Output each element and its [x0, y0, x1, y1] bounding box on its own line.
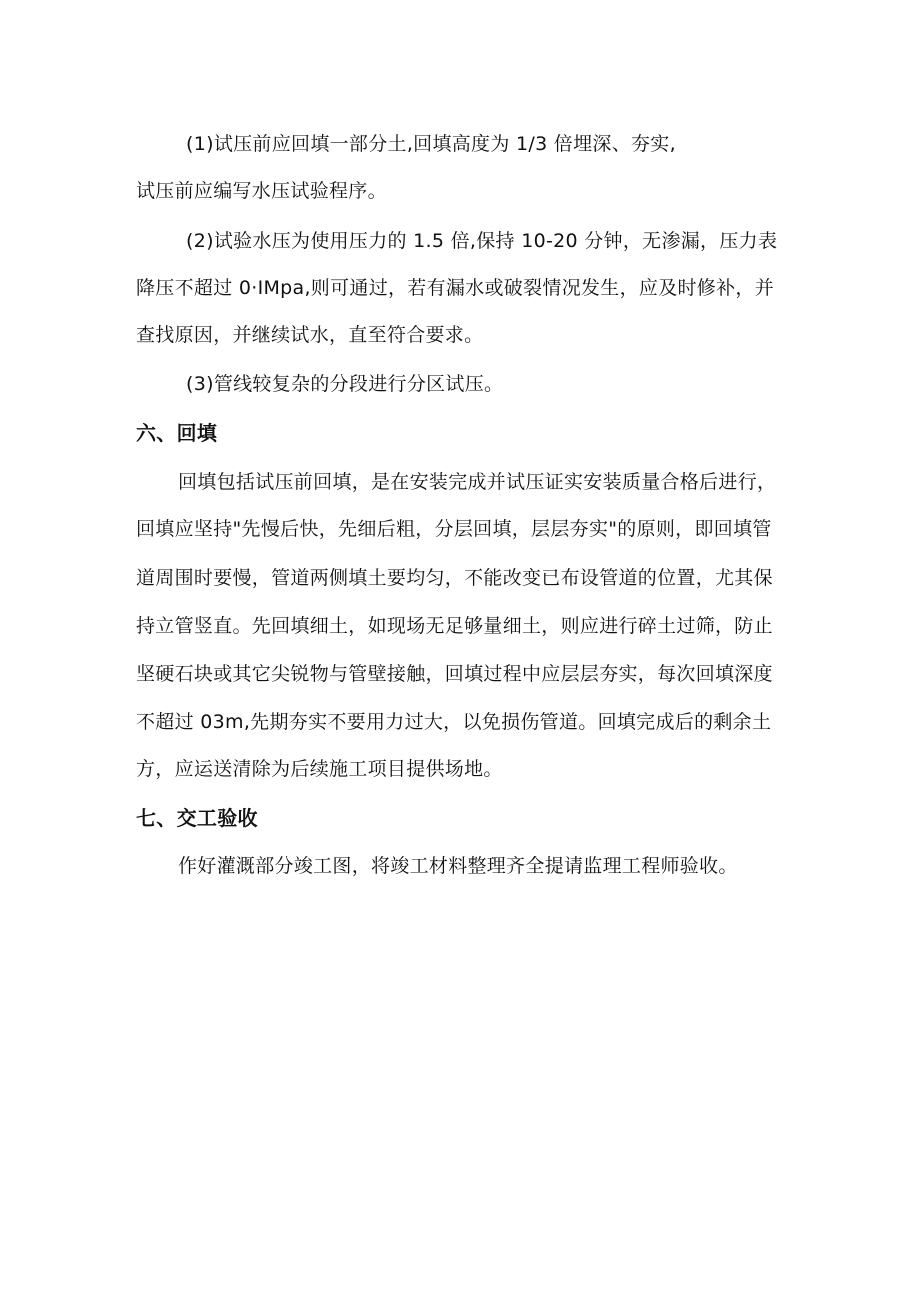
- paragraph-5-line-1: 作好灌溉部分竣工图，将竣工材料整理齐全提请监理工程师验收。: [178, 855, 738, 877]
- paragraph-4-line-4: 持立管竖直。先回填细土，如现场无足够量细土，则应进行碎土过筛，防止: [136, 615, 773, 637]
- paragraph-3-line-1: (3)管线较复杂的分段进行分区试压。: [186, 373, 504, 395]
- paragraph-2-line-2: 降压不超过 0·IMpa,则可通过，若有漏水或破裂情况发生，应及时修补，并: [136, 277, 775, 299]
- paragraph-4-line-1: 回填包括试压前回填，是在安装完成并试压证实安装质量合格后进行，: [178, 471, 777, 493]
- section-heading-handover-acceptance: 七、交工验收: [136, 806, 258, 830]
- paragraph-4-line-6: 不超过 03m,先期夯实不要用力过大，以免损伤管道。回填完成后的剩余土: [136, 711, 772, 733]
- paragraph-4-line-3: 道周围时要慢，管道两侧填土要均匀，不能改变已布设管道的位置，尤其保: [136, 567, 773, 589]
- paragraph-2-line-3: 查找原因，并继续试水，直至符合要求。: [136, 324, 484, 346]
- paragraph-4-line-2: 回填应坚持"先慢后快，先细后粗，分层回填，层层夯实"的原则，即回填管: [136, 518, 772, 540]
- paragraph-2-line-1: (2)试验水压为使用压力的 1.5 倍,保持 10-20 分钟，无渗漏，压力表: [186, 230, 778, 252]
- paragraph-1-line-2: 试压前应编写水压试验程序。: [136, 180, 387, 202]
- section-heading-backfill: 六、回填: [136, 421, 218, 445]
- paragraph-1-line-1: (1)试压前应回填一部分土,回填高度为 1/3 倍埋深、夯实,: [186, 133, 676, 155]
- paragraph-4-line-7: 方，应运送清除为后续施工项目提供场地。: [136, 758, 503, 780]
- paragraph-4-line-5: 坚硬石块或其它尖锐物与管壁接触，回填过程中应层层夯实，每次回填深度: [136, 663, 773, 685]
